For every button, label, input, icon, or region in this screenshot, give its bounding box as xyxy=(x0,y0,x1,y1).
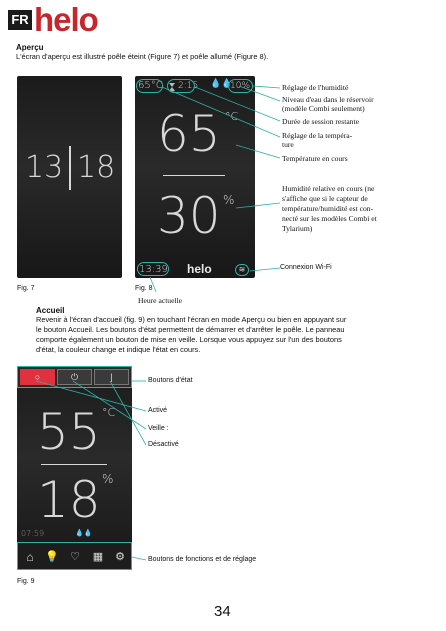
bulb-icon[interactable]: 💡 xyxy=(45,551,59,563)
fig8-humidity-unit: % xyxy=(223,193,235,207)
fig9-water-drops-icon: 💧💧 xyxy=(75,530,93,537)
annot-humidity-setting: Réglage de l'humidité xyxy=(282,83,349,92)
fig9-humidity: 18 xyxy=(37,471,101,529)
annot-standby: Veille : xyxy=(148,425,169,432)
heart-icon[interactable]: ♡ xyxy=(70,551,80,563)
annot-temp-current: Température en cours xyxy=(282,154,348,163)
fig7-hours: 13 xyxy=(25,150,64,185)
wifi-icon[interactable]: ≋ xyxy=(235,264,249,276)
page-number: 34 xyxy=(214,603,231,620)
fig9-temp: 55 xyxy=(37,403,101,461)
settings-icon[interactable]: ⚙ xyxy=(115,551,125,563)
fig8-brand: helo xyxy=(187,262,212,276)
off-button[interactable]: | xyxy=(94,369,129,385)
brand-logo: helo xyxy=(34,1,98,38)
annot-off: Désactivé xyxy=(148,441,179,448)
annot-water-level-1: Niveau d'eau dans le réservoir xyxy=(282,95,374,104)
annot-temp-setting-1: Réglage de la tempéra- xyxy=(282,131,353,140)
annot-water-level-2: (modèle Combi seulement) xyxy=(282,104,365,113)
fig8-session-time: 2:15 xyxy=(178,81,199,91)
annot-function-buttons: Boutons de fonctions et de réglage xyxy=(148,556,257,563)
fig8-humidity-setting[interactable]: 10% xyxy=(230,81,251,91)
standby-button[interactable]: ⏻ xyxy=(57,369,92,385)
fig8-temp-unit: °C xyxy=(225,110,239,123)
fig9-clock: 07:59 xyxy=(21,529,45,538)
accueil-text-line-4: d'état, la couleur change et indique l'état en cours. xyxy=(36,345,201,354)
fig9-humidity-unit: % xyxy=(102,472,114,486)
fig8-humidity-current: 30 xyxy=(157,187,221,245)
accueil-text-line-2: le bouton Accueil. Les boutons d'état permettent de démarrer et d'arrêter le poêle. Le panneau xyxy=(36,325,345,334)
annot-rel-hum-2: s'affiche que si le capteur de xyxy=(282,194,368,203)
fig7-minutes: 18 xyxy=(77,150,116,185)
fig8-caption: Fig. 8 xyxy=(135,285,153,292)
annot-wifi: Connexion Wi-Fi xyxy=(280,264,332,271)
home-icon[interactable]: ⌂ xyxy=(26,550,34,564)
calendar-icon[interactable]: ▦ xyxy=(92,551,104,563)
section-heading-accueil: Accueil xyxy=(36,306,65,315)
water-drops-icon: 💧💧 xyxy=(210,79,233,89)
active-button[interactable]: ○ xyxy=(20,369,55,385)
annot-rel-hum-3: température/humidité est con- xyxy=(282,204,374,213)
annot-temp-setting-2: ture xyxy=(282,140,294,149)
accueil-text-line-1: Revenir à l'écran d'accueil (fig. 9) en touchant l'écran en mode Aperçu ou bien en appuyant sur xyxy=(36,315,347,324)
annot-rel-hum-1: Humidité relative en cours (ne xyxy=(282,184,375,193)
fig9-caption: Fig. 9 xyxy=(17,578,35,585)
fig9-temp-unit: °C xyxy=(102,406,116,419)
fig8-temp-setting[interactable]: 65°C xyxy=(138,80,163,91)
fig7-caption: Fig. 7 xyxy=(17,285,35,292)
section-heading-apercu: Aperçu xyxy=(16,43,44,52)
fig8-clock: 13:39 xyxy=(139,264,168,275)
annot-status-buttons: Boutons d'état xyxy=(148,377,193,384)
apercu-text: L'écran d'aperçu est illustré poêle éteint (Figure 7) et poêle allumé (Figure 8). xyxy=(16,52,269,61)
annot-rel-hum-4: necté sur les modèles Combi et xyxy=(282,214,377,223)
annot-session-remaining: Durée de session restante xyxy=(282,117,359,126)
annot-rel-hum-5: Tylarium) xyxy=(282,224,313,233)
annot-current-time: Heure actuelle xyxy=(138,296,183,305)
annot-active: Activé xyxy=(148,407,168,414)
language-badge: FR xyxy=(8,10,32,30)
fig8-temp-current: 65 xyxy=(157,105,221,163)
accueil-text-line-3: comporte également un bouton de mise en veille. Lorsque vous appuyez sur l'un des boutons xyxy=(36,335,342,344)
